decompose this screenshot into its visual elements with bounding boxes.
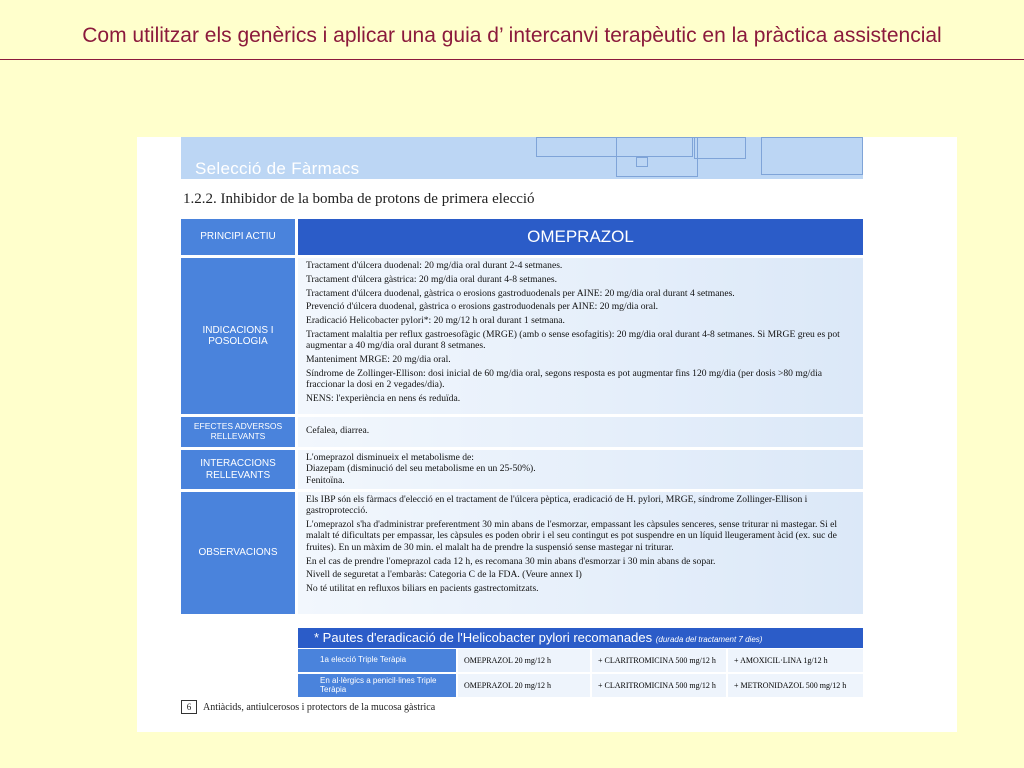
regimen-label: 1a elecció Triple Teràpia [298, 649, 456, 672]
indications-label: INDICACIONS I POSOLOGIA [181, 258, 295, 414]
list-item: Prevenció d'úlcera duodenal, gàstrica o erosions gastroduodenals per AINE: 20 mg/dia oral. [306, 301, 659, 313]
page-footer [181, 700, 435, 714]
banner-decoration [694, 137, 746, 159]
eradication-note: (durada del tractament 7 dies) [655, 635, 763, 644]
banner-title: Selecció de Fàrmacs [195, 159, 360, 178]
banner-decoration [761, 137, 863, 175]
list-item: Nivell de seguretat a l'embaràs: Categoria C de la FDA. (Veure annex I) [306, 569, 582, 581]
observations-label: OBSERVACIONS [181, 492, 295, 614]
list-item: Els IBP són els fàrmacs d'elecció en el tractament de l'úlcera pèptica, eradicació de H. pylori, MRGE, síndrome Zollinger-Ellison i gastroprotecció. [306, 494, 808, 517]
list-item: En el cas de prendre l'omeprazol cada 12 h, es recomana 30 min abans d'esmorzar i 30 min abans de sopar. [306, 555, 716, 567]
document-image [137, 137, 957, 732]
list-item: Síndrome de Zollinger-Ellison: dosi inicial de 60 mg/dia oral, segons resposta es pot augmentar fins 120 mg/dia (per dosis >80 mg/dia fraccionar la dosi en 2 vegades/dia). [306, 368, 822, 391]
eradication-title: * Pautes d'eradicació de l'Helicobacter pylori recomanades [314, 630, 653, 645]
section-title: 1.2.2. Inhibidor de la bomba de protons de primera elecció [183, 191, 535, 207]
list-item: NENS: l'experiència en nens és reduïda. [306, 393, 461, 405]
footer-text: Antiàcids, antiulcerosos i protectors de la mucosa gàstrica [203, 701, 436, 713]
interactions-label: INTERACCIONS RELLEVANTS [181, 450, 295, 489]
slide-title: Com utilitzar els genèrics i aplicar una guia d’ intercanvi terapèutic en la pràctica assistencial [82, 24, 942, 47]
interactions-content [298, 450, 863, 489]
list-item: Eradicació Helicobacter pylori*: 20 mg/12 h oral durant 1 setmana. [306, 315, 565, 327]
table-cell: + AMOXICIL·LINA 1g/12 h [728, 649, 863, 672]
list-item: Diazepam (disminució del seu metabolisme en un 25-50%). [306, 463, 536, 475]
regimen-label: En al·lèrgics a penicil·lines Triple Teràpia [298, 674, 456, 697]
indications-content [298, 258, 863, 414]
observations-content [298, 492, 863, 614]
page-number: 6 [181, 700, 197, 714]
table-row [298, 649, 863, 672]
list-item: L'omeprazol disminueix el metabolisme de: [306, 452, 474, 463]
table-cell: + CLARITROMICINA 500 mg/12 h [592, 674, 726, 697]
banner-decoration [616, 137, 698, 177]
table-cell: OMEPRAZOL 20 mg/12 h [458, 674, 590, 697]
adverse-effects-content [298, 417, 863, 447]
banner-decoration [636, 157, 648, 167]
principi-actiu-label: PRINCIPI ACTIU [181, 219, 295, 255]
list-item: Fenitoïna. [306, 474, 345, 486]
list-item: Tractament d'úlcera duodenal: 20 mg/dia oral durant 2-4 setmanes. [306, 260, 563, 271]
list-item: No té utilitat en refluxos biliars en pacients gastrectomitzats. [306, 583, 539, 595]
banner [181, 137, 863, 179]
list-item: Tractament malaltia per reflux gastroesofàgic (MRGE) (amb o sense esofagitis): 20 mg/dia oral durant 4-8 setmanes. Si MRGE greu es pot augmentar a 40 mg/dia oral durant 8 setmanes. [306, 329, 840, 352]
table-row [298, 674, 863, 697]
table-cell: + CLARITROMICINA 500 mg/12 h [592, 649, 726, 672]
list-item: Tractament d'úlcera gàstrica: 20 mg/dia oral durant 4-8 setmanes. [306, 273, 557, 285]
eradication-title-bar [298, 628, 863, 648]
list-item: Manteniment MRGE: 20 mg/dia oral. [306, 354, 451, 366]
list-item: L'omeprazol s'ha d'administrar preferentment 30 min abans de l'esmorzar, empassant les càpsules senceres, sense triturar ni mastegar. Si el malalt té dificultats per empassar, les càpsules es poden obrir i el seu contingut es pot suspendre en un líquid lleugerament àcid (ex. suc de fruites). En un màxim de 30 min. el malalt ha de prendre la suspensió sense mastegar ni triturar. [306, 519, 838, 553]
list-item: Cefalea, diarrea. [306, 425, 370, 437]
title-divider [0, 59, 1024, 60]
adverse-effects-label: EFECTES ADVERSOS RELLEVANTS [181, 417, 295, 447]
drug-name: OMEPRAZOL [298, 219, 863, 255]
table-cell: OMEPRAZOL 20 mg/12 h [458, 649, 590, 672]
list-item: Tractament d'úlcera duodenal, gàstrica o erosions gastroduodenals per AINE: 20 mg/dia oral durant 4 setmanes. [306, 287, 735, 299]
table-cell: + METRONIDAZOL 500 mg/12 h [728, 674, 863, 697]
